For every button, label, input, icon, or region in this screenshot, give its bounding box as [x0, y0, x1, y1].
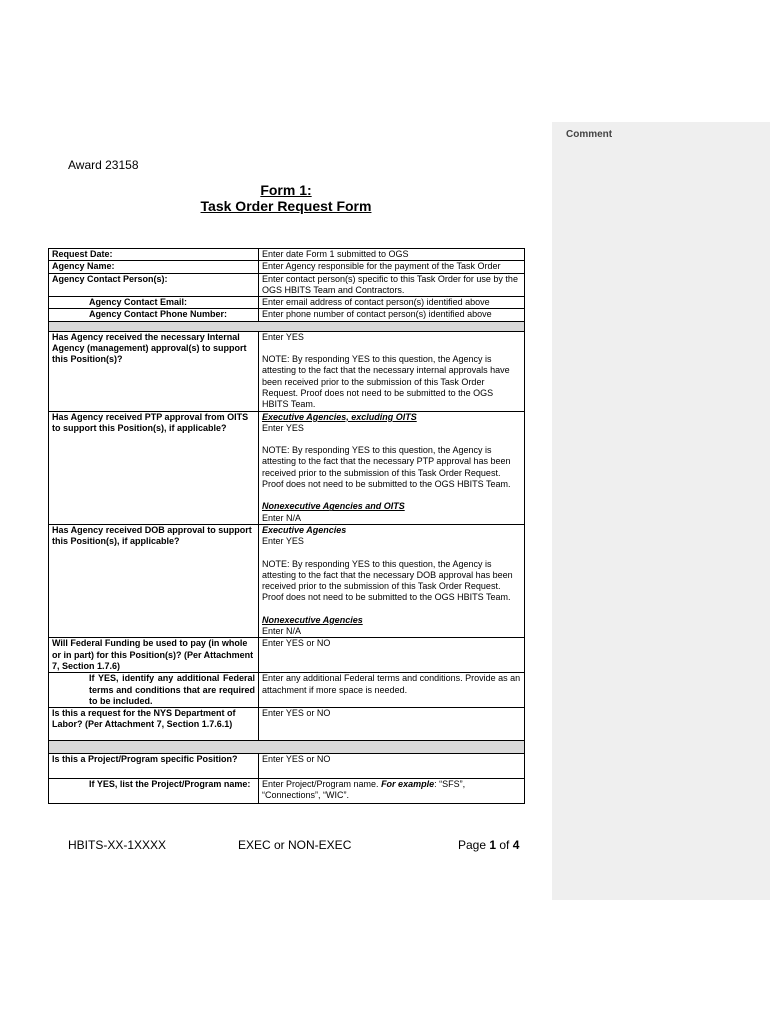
- row-contact-email: [49, 297, 525, 309]
- ptp-heading-executive: Executive Agencies, excluding OITS: [262, 411, 417, 422]
- federal-terms-label: If YES, identify any additional Federal terms and conditions that are required to be included.: [49, 673, 259, 708]
- dob-heading-nonexecutive: Nonexecutive Agencies: [262, 614, 363, 625]
- agency-name-field[interactable]: Enter Agency responsible for the payment of the Task Order: [259, 261, 525, 273]
- project-name-prefix: Enter Project/Program name.: [262, 779, 382, 790]
- ptp-approval-label: Has Agency received PTP approval from OITS to support this Position(s), if applicable?: [49, 411, 259, 524]
- project-specific-label: Is this a Project/Program specific Position?: [49, 754, 259, 779]
- dob-enter-executive: Enter YES: [262, 536, 304, 547]
- row-dob-approval: [49, 524, 525, 637]
- ptp-enter-nonexecutive: Enter N/A: [262, 512, 302, 523]
- footer-page-current: 1: [489, 838, 497, 852]
- section-divider-2-cell: [49, 741, 525, 754]
- contact-persons-label: Agency Contact Person(s):: [49, 273, 259, 297]
- federal-funding-field[interactable]: Enter YES or NO: [259, 638, 525, 673]
- row-federal-terms: [49, 673, 525, 708]
- row-project-specific: [49, 754, 525, 779]
- footer-page-number: [458, 838, 519, 852]
- ptp-heading-nonexecutive: Nonexecutive Agencies and OITS: [262, 501, 405, 512]
- federal-funding-label: Will Federal Funding be used to pay (in whole or in part) for this Position(s)? (Per Attachment 7, Section 1.7.6): [49, 638, 259, 673]
- project-name-suffix: : “SFS”, “Connections”, “WIC”.: [262, 779, 466, 801]
- contact-phone-label: Agency Contact Phone Number:: [49, 309, 259, 321]
- ptp-approval-field[interactable]: [259, 411, 525, 524]
- internal-approval-note: NOTE: By responding YES to this question, the Agency is attesting to the fact that the necessary internal approvals have been received prior to the submission of this Task Order Request. Proof does not need to be submitted to the OGS HBITS Team.: [262, 354, 510, 410]
- contact-persons-field[interactable]: Enter contact person(s) specific to this Task Order for use by the OGS HBITS Team and Contractors.: [259, 273, 525, 297]
- dob-heading-executive: Executive Agencies: [262, 524, 347, 535]
- row-ptp-approval: [49, 411, 525, 524]
- row-project-name: [49, 779, 525, 804]
- task-order-request-table: [48, 248, 525, 804]
- contact-email-label: Agency Contact Email:: [49, 297, 259, 309]
- row-contact-persons: [49, 273, 525, 297]
- award-number: Award 23158: [68, 158, 139, 172]
- row-contact-phone: [49, 309, 525, 321]
- footer-page-word: Page: [458, 838, 490, 852]
- section-divider-2: [49, 741, 525, 754]
- footer-page-of: of: [496, 838, 513, 852]
- request-date-label: Request Date:: [49, 249, 259, 261]
- project-name-label: If YES, list the Project/Program name:: [49, 779, 259, 804]
- comment-pane-title: Comment: [566, 129, 613, 140]
- contact-phone-field[interactable]: Enter phone number of contact person(s) identified above: [259, 309, 525, 321]
- row-nys-dol: [49, 708, 525, 741]
- dob-approval-label: Has Agency received DOB approval to support this Position(s), if applicable?: [49, 524, 259, 637]
- ptp-enter-executive: Enter YES: [262, 422, 304, 433]
- project-name-example-label: For example: [381, 779, 435, 790]
- footer-doc-id: HBITS-XX-1XXXX: [68, 838, 167, 852]
- row-request-date: [49, 249, 525, 261]
- nys-dol-label: Is this a request for the NYS Department of Labor? (Per Attachment 7, Section 1.7.6.1): [49, 708, 259, 741]
- federal-terms-field[interactable]: Enter any additional Federal terms and conditions. Provide as an attachment if more space is needed.: [259, 673, 525, 708]
- ptp-approval-note: NOTE: By responding YES to this question, the Agency is attesting to the fact that the necessary PTP approval has been received prior to the submission of this Task Order Request. Proof does not need to be submitted to the OGS HBITS Team.: [262, 445, 511, 490]
- dob-approval-field[interactable]: [259, 524, 525, 637]
- internal-approval-label: Has Agency received the necessary Internal Agency (management) approval(s) to support this Position(s)?: [49, 331, 259, 411]
- form-title: Task Order Request Form: [200, 198, 372, 214]
- row-internal-approval: [49, 331, 525, 411]
- comment-pane: [552, 122, 770, 900]
- project-name-field[interactable]: [259, 779, 525, 804]
- section-divider-cell: [49, 321, 525, 331]
- internal-approval-field[interactable]: [259, 331, 525, 411]
- form-number: Form 1:: [260, 182, 312, 198]
- agency-name-label: Agency Name:: [49, 261, 259, 273]
- dob-enter-nonexecutive: Enter N/A: [262, 626, 302, 637]
- row-agency-name: [49, 261, 525, 273]
- contact-email-field[interactable]: Enter email address of contact person(s) identified above: [259, 297, 525, 309]
- nys-dol-field[interactable]: Enter YES or NO: [259, 708, 525, 741]
- dob-approval-note: NOTE: By responding YES to this question, the Agency is attesting to the fact that the necessary DOB approval has been received prior to the submission of this Task Order Request. Proof does not need to be submitted to the OGS HBITS Team.: [262, 558, 513, 603]
- project-specific-field[interactable]: Enter YES or NO: [259, 754, 525, 779]
- section-divider: [49, 321, 525, 331]
- row-federal-funding: [49, 638, 525, 673]
- footer-exec-type: EXEC or NON-EXEC: [238, 838, 352, 852]
- footer-page-total: 4: [512, 838, 520, 852]
- request-date-field[interactable]: Enter date Form 1 submitted to OGS: [259, 249, 525, 261]
- internal-approval-enter: Enter YES: [262, 331, 304, 342]
